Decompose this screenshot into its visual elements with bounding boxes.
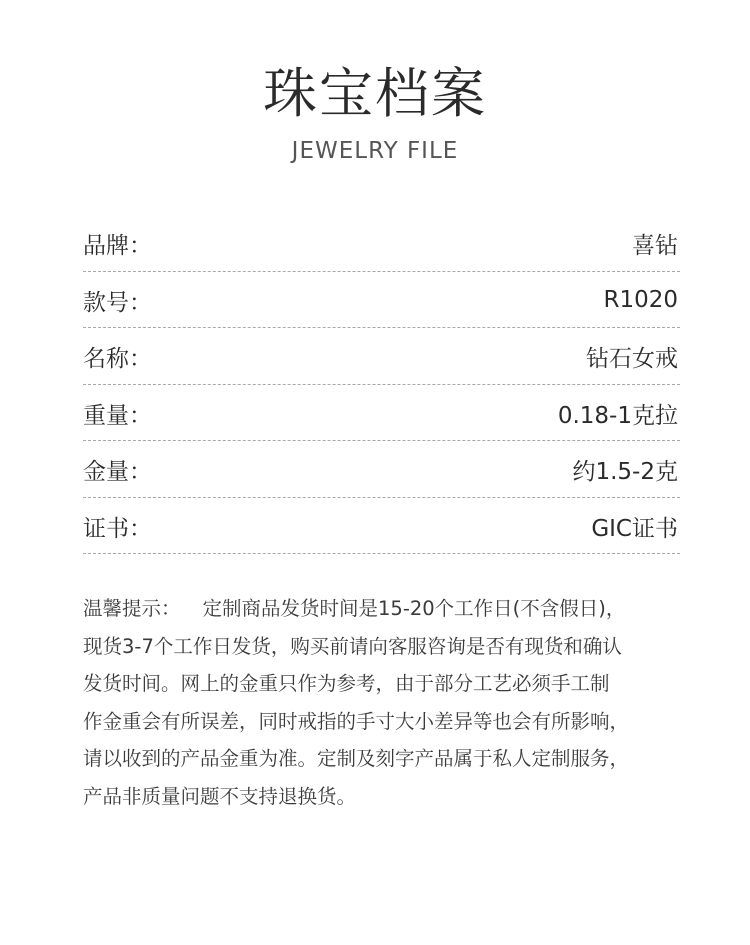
spec-value: 钻石女戒 [586,346,678,373]
spec-list [83,215,680,554]
notice-line: 请以收到的产品金重为准。定制及刻字产品属于私人定制服务， [83,747,630,770]
notice-line [83,590,683,628]
notice-line: 作金重会有所误差，同时戒指的手寸大小差异等也会有所影响， [83,709,630,733]
spec-value: 0.18-1克拉 [557,402,678,429]
spec-row-gold-weight [83,441,680,498]
notice-line: 发货时间。网上的金重只作为参考，由于部分工艺必须手工制 [83,672,610,695]
notice-line: 产品非质量问题不支持退换货。 [83,784,357,808]
page-title: 珠宝档案 [263,62,487,125]
spec-label: 款号： [83,289,152,316]
spec-value: 喜钻 [632,233,678,260]
spec-row-certificate [83,498,680,555]
page-subtitle: JEWELRY FILE [291,138,459,164]
spec-row-brand [83,215,680,272]
notice-block [83,590,683,815]
spec-value: 约1.5-2克 [572,459,678,486]
spec-value: R1020 [603,287,678,314]
spec-label: 品牌： [83,233,152,260]
spec-label: 证书： [83,515,152,542]
spec-value: GIC证书 [591,515,678,542]
notice-line: 现货3-7个工作日发货，购买前请向客服咨询是否有现货和确认 [83,634,622,658]
spec-label: 金量： [83,459,152,486]
spec-label: 重量： [83,402,152,429]
spec-row-weight [83,385,680,442]
spec-row-model [83,272,680,329]
spec-label: 名称： [83,346,152,373]
spec-row-name [83,328,680,385]
notice-text: 定制商品发货时间是15-20个工作日(不含假日)， [202,597,626,620]
page-header [0,58,750,166]
notice-prefix: 温馨提示： [83,597,181,620]
